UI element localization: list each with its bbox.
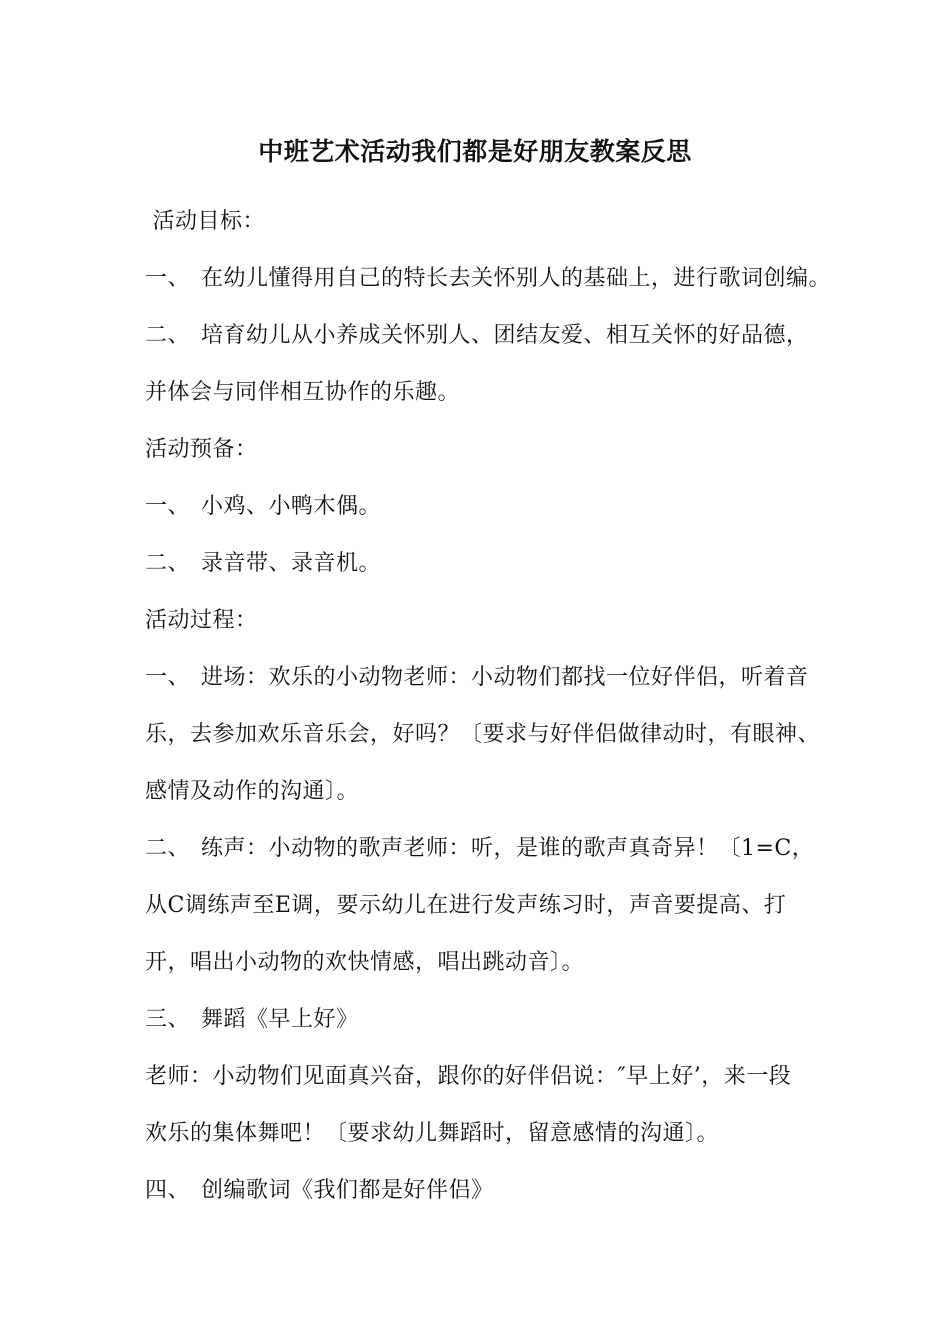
paragraph-line xyxy=(145,1117,719,1151)
list-number: 二、 xyxy=(145,323,191,348)
list-number: 四、 xyxy=(145,1178,191,1203)
line-text: 进场：欢乐的小动物老师：小动物们都找一位好伴侣，听着音 xyxy=(201,665,809,690)
line-text: 在幼儿懂得用自己的特长去关怀别人的基础上，进行歌词创编。 xyxy=(201,266,832,291)
list-item xyxy=(145,547,381,581)
list-item xyxy=(145,1174,494,1208)
list-number: 一、 xyxy=(145,665,191,690)
list-item xyxy=(145,319,809,353)
list-item xyxy=(145,832,814,866)
line-text: 并体会与同伴相互协作的乐趣。 xyxy=(145,380,461,405)
line-text: 录音带、录音机。 xyxy=(201,551,382,576)
list-item xyxy=(145,490,381,524)
list-item xyxy=(145,262,831,296)
line-text: 活动预备： xyxy=(145,437,258,462)
line-text: 从C调练声至E调，要示幼儿在进行发声练习时，声音要提高、打 xyxy=(145,893,787,918)
line-text: 老师：小动物们见面真兴奋，跟你的好伴侣说：″早上好’，来一段 xyxy=(145,1064,792,1089)
line-text: 练声：小动物的歌声老师：听，是谁的歌声真奇异！〔1=C， xyxy=(201,836,815,861)
paragraph-line xyxy=(145,775,359,809)
list-number: 二、 xyxy=(145,836,191,861)
list-number: 二、 xyxy=(145,551,191,576)
line-text: 舞蹈《早上好》 xyxy=(201,1007,359,1032)
line-text: 感情及动作的沟通〕。 xyxy=(145,779,360,804)
paragraph-line xyxy=(145,718,820,752)
section-heading-goals xyxy=(145,205,265,239)
list-number: 一、 xyxy=(145,494,191,519)
paragraph-line xyxy=(145,946,584,980)
line-text: 乐，去参加欢乐音乐会，好吗？〔要求与好伴侣做律动时，有眼神、 xyxy=(145,722,821,747)
line-text: 创编歌词《我们都是好伴侣》 xyxy=(201,1178,494,1203)
section-heading-process xyxy=(145,604,258,638)
line-text: 培育幼儿从小养成关怀别人、团结友爱、相互关怀的好品德， xyxy=(201,323,809,348)
line-text: 开，唱出小动物的欢快情感，唱出跳动音〕。 xyxy=(145,950,585,975)
paragraph-line xyxy=(145,376,460,410)
line-text: 活动目标： xyxy=(145,209,265,234)
paragraph-line xyxy=(145,889,786,923)
line-text: 小鸡、小鸭木偶。 xyxy=(201,494,382,519)
line-text: 活动过程： xyxy=(145,608,258,633)
line-text: 欢乐的集体舞吧！〔要求幼儿舞蹈时，留意感情的沟通〕。 xyxy=(145,1121,720,1146)
list-number: 三、 xyxy=(145,1007,191,1032)
list-item xyxy=(145,661,809,695)
paragraph-line xyxy=(145,1060,791,1094)
section-heading-preparation xyxy=(145,433,258,467)
list-item xyxy=(145,1003,359,1037)
list-number: 一、 xyxy=(145,266,191,291)
page-title: 中班艺术活动我们都是好朋友教案反思 xyxy=(258,137,692,166)
